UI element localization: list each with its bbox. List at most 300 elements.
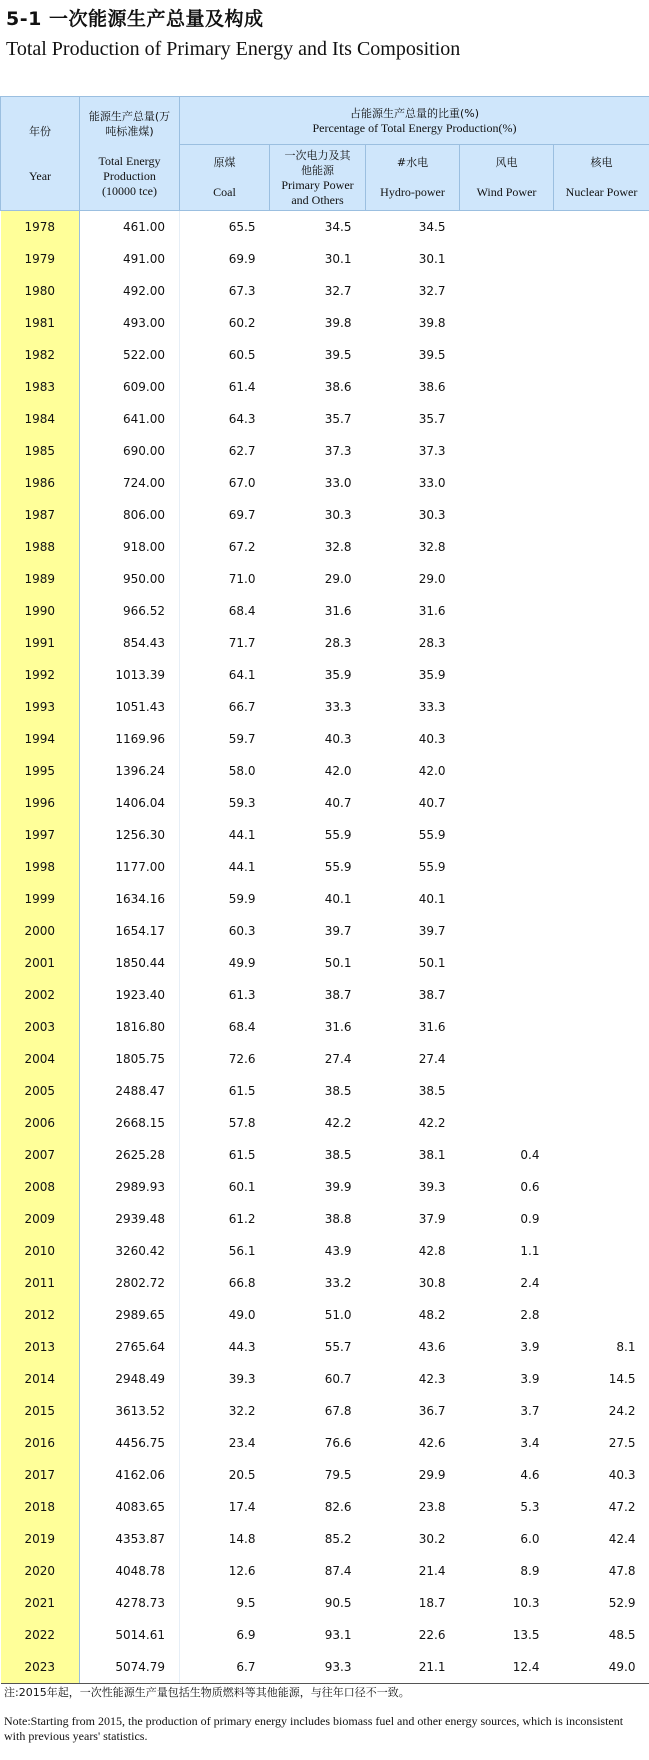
cell-coal: 67.2 [228,540,256,554]
cell-total-production: 522.00 [80,339,180,371]
cell-nuclear [554,531,649,563]
cell-year: 2000 [1,915,80,947]
cell-total-production: 854.43 [80,627,180,659]
cell-hydro: 31.6 [418,1020,446,1034]
cell-hydro: 34.5 [418,220,446,234]
table-row [1,1363,649,1395]
cell-year: 1981 [1,307,80,339]
cell-nuclear [554,595,649,627]
header-coal-en: Coal [213,185,236,199]
cell-total-production: 1406.04 [80,787,180,819]
cell-nuclear: 24.2 [608,1404,636,1418]
cell-nuclear [554,563,649,595]
cell-nuclear: 47.8 [608,1564,636,1578]
cell-total-production: 461.00 [80,211,180,244]
cell-wind [460,467,554,499]
header-wind-en: Wind Power [476,185,537,199]
cell-coal: 60.2 [228,316,256,330]
cell-primary-power: 76.6 [324,1436,352,1450]
cell-coal: 20.5 [228,1468,256,1482]
cell-total-production: 2765.64 [80,1331,180,1363]
cell-nuclear [554,499,649,531]
cell-year: 1994 [1,723,80,755]
cell-wind [460,339,554,371]
cell-coal: 9.5 [236,1596,256,1610]
cell-nuclear: 49.0 [554,1651,649,1684]
table-row [1,595,649,627]
cell-hydro: 33.0 [418,476,446,490]
cell-nuclear: 40.3 [608,1468,636,1482]
header-hydro-en: Hydro-power [380,185,445,199]
cell-hydro: 36.7 [418,1404,446,1418]
table-row [1,1587,649,1619]
cell-primary-power: 42.2 [324,1116,352,1130]
cell-primary-power: 40.7 [324,796,352,810]
cell-wind [460,243,554,275]
cell-coal: 68.4 [228,1020,256,1034]
cell-total-production: 1654.17 [80,915,180,947]
cell-primary-power: 39.7 [324,924,352,938]
table-row [1,467,649,499]
cell-coal: 71.0 [228,572,256,586]
table-row [1,307,649,339]
cell-wind [460,371,554,403]
cell-coal: 72.6 [228,1052,256,1066]
cell-hydro: 35.7 [418,412,446,426]
cell-coal: 69.9 [228,252,256,266]
cell-nuclear [554,1171,649,1203]
table-row [1,435,649,467]
cell-primary-power: 33.3 [324,700,352,714]
cell-total-production: 2802.72 [80,1267,180,1299]
cell-year: 1998 [1,851,80,883]
table-row [1,1267,649,1299]
cell-wind: 2.4 [520,1276,540,1290]
cell-primary-power: 31.6 [324,1020,352,1034]
cell-coal: 60.3 [228,924,256,938]
cell-coal: 23.4 [228,1436,256,1450]
cell-nuclear [554,659,649,691]
page-title-en: Total Production of Primary Energy and Its Composition [6,38,461,60]
cell-nuclear [554,755,649,787]
cell-wind [460,851,554,883]
cell-nuclear [554,627,649,659]
cell-year: 2005 [1,1075,80,1107]
cell-primary-power: 40.3 [324,732,352,746]
cell-wind [460,531,554,563]
header-share-en: Percentage of Total Energy Production(%) [312,120,517,135]
cell-year: 2014 [1,1363,80,1395]
cell-coal: 44.1 [228,860,256,874]
cell-total-production: 1634.16 [80,883,180,915]
cell-nuclear [554,883,649,915]
cell-coal: 17.4 [228,1500,256,1514]
cell-primary-power: 29.0 [324,572,352,586]
cell-year: 2021 [1,1587,80,1619]
cell-wind [460,691,554,723]
page-title-zh: 5-1 一次能源生产总量及构成 [6,8,264,30]
cell-nuclear: 52.9 [608,1596,636,1610]
table-row [1,1107,649,1139]
cell-wind [460,915,554,947]
cell-primary-power: 35.7 [324,412,352,426]
table-row [1,1299,649,1331]
table-row [1,1171,649,1203]
cell-hydro: 30.8 [418,1276,446,1290]
cell-year: 1986 [1,467,80,499]
cell-nuclear [554,1267,649,1299]
cell-nuclear: 27.5 [608,1436,636,1450]
cell-total-production: 1850.44 [80,947,180,979]
cell-year: 2015 [1,1395,80,1427]
table-row [1,883,649,915]
cell-nuclear [554,1235,649,1267]
cell-hydro: 42.0 [418,764,446,778]
cell-nuclear [554,851,649,883]
cell-year: 1983 [1,371,80,403]
cell-total-production: 2989.93 [80,1171,180,1203]
cell-year: 2018 [1,1491,80,1523]
cell-wind: 4.6 [520,1468,540,1482]
cell-coal: 44.3 [228,1340,256,1354]
cell-year: 2023 [1,1651,80,1684]
cell-year: 1984 [1,403,80,435]
cell-hydro: 38.7 [418,988,446,1002]
header-total-production [80,97,180,211]
cell-coal: 60.5 [228,348,256,362]
cell-total-production: 1169.96 [80,723,180,755]
cell-year: 1987 [1,499,80,531]
table-row [1,1459,649,1491]
cell-nuclear [554,1203,649,1235]
cell-hydro: 29.0 [418,572,446,586]
cell-primary-power: 30.1 [324,252,352,266]
cell-hydro: 35.9 [418,668,446,682]
cell-wind [460,979,554,1011]
cell-primary-power: 67.8 [324,1404,352,1418]
cell-total-production: 3613.52 [80,1395,180,1427]
cell-total-production: 1396.24 [80,755,180,787]
cell-total-production: 724.00 [80,467,180,499]
cell-total-production: 806.00 [80,499,180,531]
cell-total-production: 609.00 [80,371,180,403]
cell-primary-power: 39.8 [324,316,352,330]
cell-total-production: 3260.42 [80,1235,180,1267]
cell-coal: 61.5 [228,1084,256,1098]
cell-hydro: 42.2 [418,1116,446,1130]
cell-wind [460,723,554,755]
header-hydro-zh: #水电 [396,156,429,169]
cell-nuclear: 42.4 [608,1532,636,1546]
cell-primary-power: 38.5 [324,1148,352,1162]
cell-coal: 59.3 [228,796,256,810]
cell-nuclear [554,211,649,244]
cell-coal: 6.9 [236,1628,256,1642]
cell-hydro: 37.9 [418,1212,446,1226]
table-row [1,691,649,723]
cell-primary-power: 28.3 [324,636,352,650]
cell-wind [460,1107,554,1139]
cell-hydro: 39.3 [418,1180,446,1194]
cell-total-production: 4278.73 [80,1587,180,1619]
cell-year: 2012 [1,1299,80,1331]
header-coal [180,145,270,211]
cell-nuclear [554,435,649,467]
table-row [1,1331,649,1363]
cell-primary-power: 93.1 [324,1628,352,1642]
cell-wind: 3.9 [520,1372,540,1386]
cell-primary-power: 31.6 [324,604,352,618]
table-row [1,851,649,883]
cell-primary-power: 38.7 [324,988,352,1002]
cell-nuclear [554,1043,649,1075]
cell-total-production: 1013.39 [80,659,180,691]
cell-nuclear [554,467,649,499]
header-prim-zh: 一次电力及其他能源 [284,148,351,177]
cell-year: 2017 [1,1459,80,1491]
cell-nuclear: 47.2 [608,1500,636,1514]
table-row [1,563,649,595]
table-row [1,1043,649,1075]
cell-nuclear [554,947,649,979]
cell-coal: 44.1 [228,828,256,842]
cell-hydro: 40.3 [418,732,446,746]
table-row [1,243,649,275]
cell-year: 2008 [1,1171,80,1203]
cell-nuclear [554,1107,649,1139]
table-row [1,531,649,563]
table-row [1,211,649,244]
table-row [1,1235,649,1267]
header-nuclear [554,145,649,211]
table-row [1,339,649,371]
cell-year: 1997 [1,819,80,851]
cell-coal: 66.8 [228,1276,256,1290]
cell-nuclear: 48.5 [608,1628,636,1642]
cell-wind [460,755,554,787]
table-row [1,275,649,307]
header-prim-en: Primary Power and Others [281,177,354,207]
cell-total-production: 918.00 [80,531,180,563]
table-row [1,787,649,819]
cell-hydro: 39.5 [418,348,446,362]
cell-total-production: 493.00 [80,307,180,339]
cell-primary-power: 51.0 [324,1308,352,1322]
header-share-zh: 占能源生产总量的比重(%) [349,106,480,120]
cell-hydro: 22.6 [418,1628,446,1642]
cell-primary-power: 40.1 [324,892,352,906]
cell-wind [460,275,554,307]
cell-hydro: 42.3 [418,1372,446,1386]
cell-hydro: 27.4 [418,1052,446,1066]
cell-primary-power: 38.8 [324,1212,352,1226]
table-row [1,723,649,755]
cell-primary-power: 85.2 [324,1532,352,1546]
cell-primary-power: 42.0 [324,764,352,778]
cell-year: 1993 [1,691,80,723]
cell-hydro: 21.4 [418,1564,446,1578]
cell-nuclear [554,691,649,723]
cell-year: 2013 [1,1331,80,1363]
cell-wind [460,307,554,339]
header-year-en: Year [28,168,52,183]
cell-wind [460,563,554,595]
cell-hydro: 37.3 [418,444,446,458]
cell-year: 2019 [1,1523,80,1555]
cell-primary-power: 30.3 [324,508,352,522]
header-hydro [366,145,460,211]
cell-total-production: 5074.79 [80,1651,180,1684]
table-row [1,659,649,691]
cell-wind: 5.3 [520,1500,540,1514]
cell-wind [460,435,554,467]
cell-wind: 3.4 [520,1436,540,1450]
cell-year: 1992 [1,659,80,691]
table-row [1,979,649,1011]
header-wind-zh: 风电 [495,156,518,169]
cell-coal: 39.3 [228,1372,256,1386]
cell-total-production: 966.52 [80,595,180,627]
cell-nuclear [554,1139,649,1171]
cell-hydro: 40.7 [418,796,446,810]
cell-wind: 13.5 [512,1628,540,1642]
table-row [1,1427,649,1459]
cell-year: 1982 [1,339,80,371]
table-row [1,499,649,531]
cell-nuclear [554,1299,649,1331]
cell-wind [460,659,554,691]
header-primary-power [270,145,366,211]
cell-hydro: 32.7 [418,284,446,298]
cell-coal: 59.9 [228,892,256,906]
table-row [1,1395,649,1427]
cell-wind [460,499,554,531]
cell-hydro: 30.3 [418,508,446,522]
cell-total-production: 2989.65 [80,1299,180,1331]
cell-wind: 2.8 [520,1308,540,1322]
cell-hydro: 42.6 [418,1436,446,1450]
cell-year: 2007 [1,1139,80,1171]
cell-wind [460,1011,554,1043]
header-nuc-en: Nuclear Power [565,185,638,199]
note-en: Note:Starting from 2015, the production of primary energy includes biomass fuel and other energy sources, which is inconsistent with previous years' statistics. [4,1714,624,1743]
data-table-container [0,96,649,1684]
cell-year: 1989 [1,563,80,595]
cell-total-production: 2488.47 [80,1075,180,1107]
cell-hydro: 38.1 [418,1148,446,1162]
cell-hydro: 55.9 [418,828,446,842]
cell-wind [460,403,554,435]
cell-primary-power: 35.9 [324,668,352,682]
cell-hydro: 50.1 [418,956,446,970]
cell-hydro: 30.2 [418,1532,446,1546]
table-row [1,947,649,979]
table-body [1,211,649,1684]
table-row [1,819,649,851]
cell-total-production: 1805.75 [80,1043,180,1075]
cell-nuclear [554,819,649,851]
cell-year: 1985 [1,435,80,467]
cell-primary-power: 55.7 [324,1340,352,1354]
cell-hydro: 40.1 [418,892,446,906]
cell-primary-power: 90.5 [324,1596,352,1610]
cell-coal: 64.1 [228,668,256,682]
cell-coal: 67.3 [228,284,256,298]
cell-total-production: 1923.40 [80,979,180,1011]
cell-coal: 61.5 [228,1148,256,1162]
cell-year: 2006 [1,1107,80,1139]
cell-wind [460,1075,554,1107]
cell-coal: 61.2 [228,1212,256,1226]
header-nuc-zh: 核电 [590,156,613,169]
header-prod-en: Total Energy Production (10000 tce) [98,153,161,198]
cell-coal: 68.4 [228,604,256,618]
cell-wind: 3.9 [520,1340,540,1354]
table-row [1,403,649,435]
energy-production-table [0,96,649,1684]
header-year-zh: 年份 [29,124,51,138]
cell-primary-power: 50.1 [324,956,352,970]
cell-total-production: 4456.75 [80,1427,180,1459]
cell-wind: 12.4 [460,1651,554,1684]
table-row [1,1011,649,1043]
cell-wind [460,211,554,244]
cell-primary-power: 33.2 [324,1276,352,1290]
table-row [1,1491,649,1523]
cell-primary-power: 60.7 [324,1372,352,1386]
cell-hydro: 38.6 [418,380,446,394]
cell-year: 1990 [1,595,80,627]
cell-coal: 56.1 [228,1244,256,1258]
cell-hydro: 43.6 [418,1340,446,1354]
cell-primary-power: 82.6 [324,1500,352,1514]
table-row [1,1555,649,1587]
cell-primary-power: 55.9 [324,828,352,842]
cell-year: 1991 [1,627,80,659]
cell-nuclear [554,1075,649,1107]
cell-year: 1999 [1,883,80,915]
cell-coal: 6.7 [180,1651,270,1684]
cell-hydro: 32.8 [418,540,446,554]
cell-wind [460,883,554,915]
cell-hydro: 30.1 [418,252,446,266]
table-notes [4,1678,644,1744]
cell-primary-power: 33.0 [324,476,352,490]
cell-year: 1988 [1,531,80,563]
cell-total-production: 641.00 [80,403,180,435]
cell-total-production: 4048.78 [80,1555,180,1587]
cell-primary-power: 55.9 [324,860,352,874]
cell-total-production: 950.00 [80,563,180,595]
cell-primary-power: 39.9 [324,1180,352,1194]
cell-hydro: 21.1 [366,1651,460,1684]
cell-year: 2009 [1,1203,80,1235]
cell-hydro: 39.8 [418,316,446,330]
cell-coal: 58.0 [228,764,256,778]
cell-total-production: 690.00 [80,435,180,467]
cell-coal: 32.2 [228,1404,256,1418]
cell-coal: 57.8 [228,1116,256,1130]
cell-hydro: 18.7 [418,1596,446,1610]
cell-hydro: 23.8 [418,1500,446,1514]
note-zh: 注:2015年起，一次性能源生产量包括生物质燃料等其他能源，与往年口径不一致。 [4,1686,410,1699]
cell-year: 2016 [1,1427,80,1459]
cell-wind [460,1043,554,1075]
cell-primary-power: 32.7 [324,284,352,298]
cell-coal: 64.3 [228,412,256,426]
table-row [1,627,649,659]
table-row [1,1523,649,1555]
